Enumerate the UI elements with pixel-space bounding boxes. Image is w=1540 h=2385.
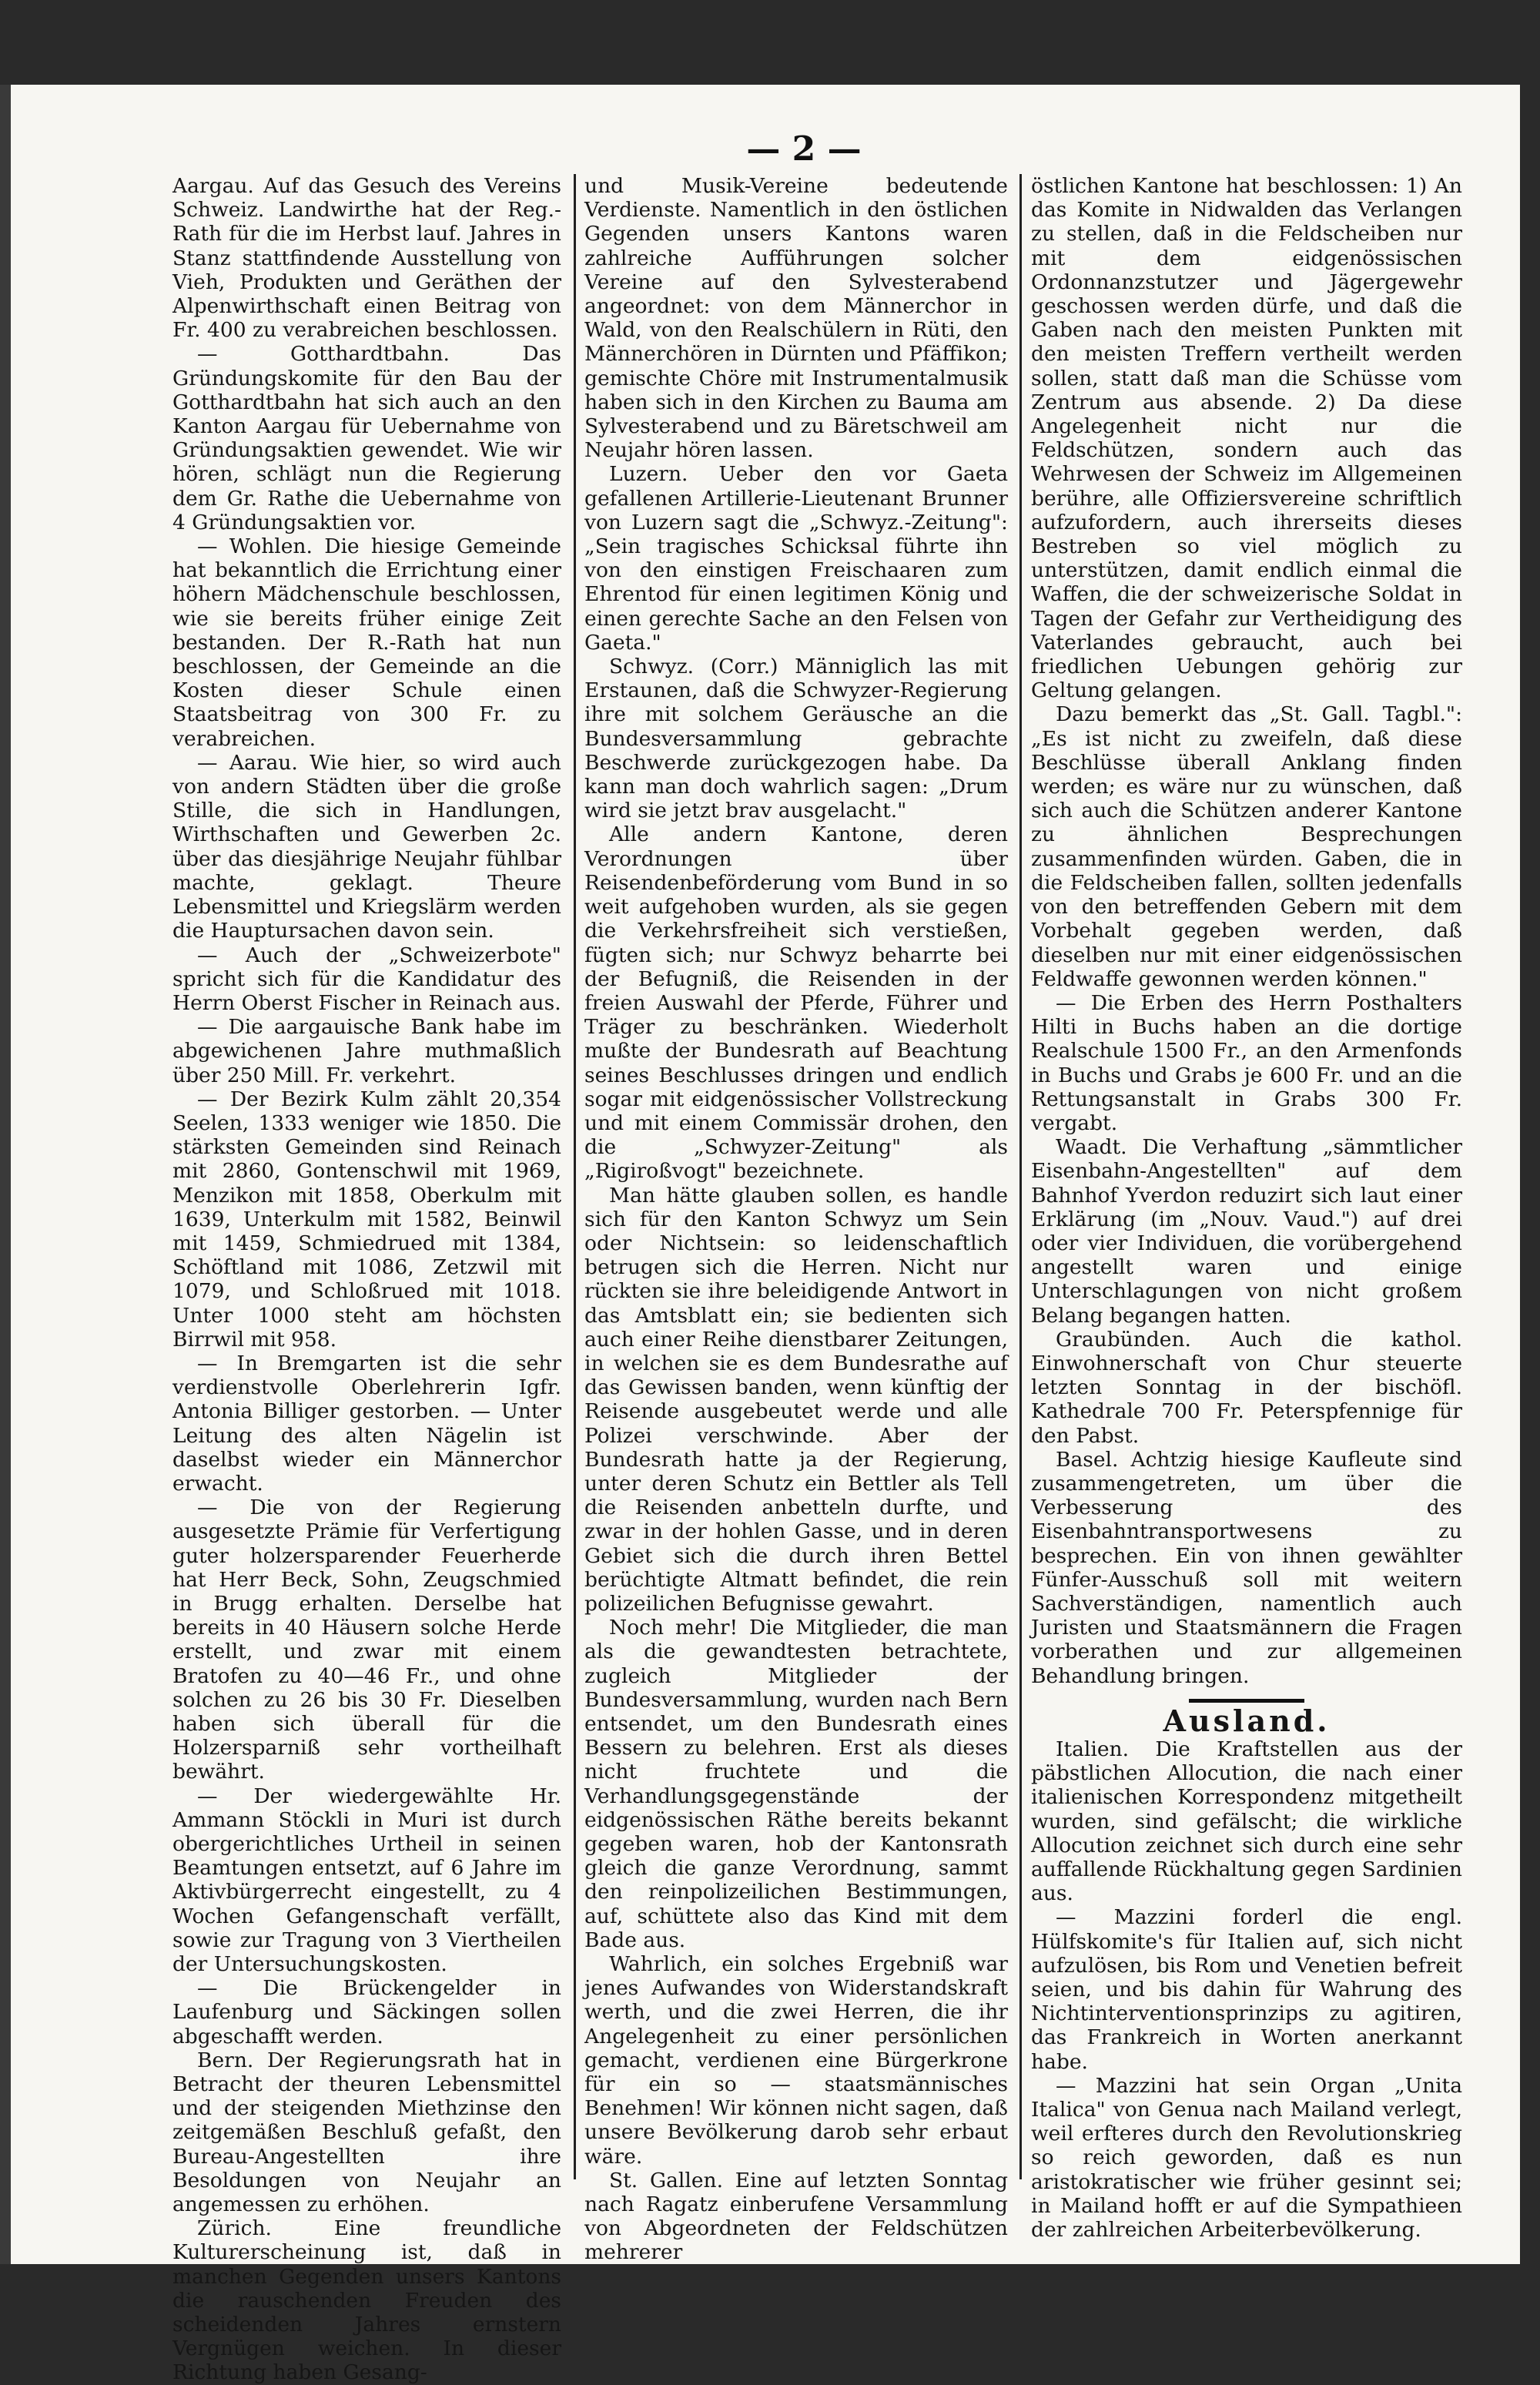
article-paragraph: — Die aargauische Bank habe im abgewichenen Jahre muthmaßlich über 250 Mill. Fr. verkehrt. (172, 1015, 561, 1087)
article-paragraph: — Gotthardtbahn. Das Gründungskomite für den Bau der Gotthardtbahn hat sich auch an den Kanton Aargau für Uebernahme von Gründungsaktien gewendet. Wie wir hören, schlägt nun die Regierung dem Gr. Rathe die Uebernahme von 4 Gründungsaktien vor. (172, 342, 561, 534)
article-paragraph: — Aarau. Wie hier, so wird auch von andern Städten über die große Stille, die sich in Handlungen, Wirthschaften und Gewerben 2c. über das diesjährige Neujahr fühlbar machte, geklagt. Theure Lebensmittel und Kriegslärm werden die Hauptursachen davon sein. (172, 750, 561, 943)
column-1 (172, 174, 561, 2385)
article-paragraph: östlichen Kantone hat beschlossen: 1) An das Komite in Nidwalden das Verlangen zu stellen, daß in die Feldscheiben nur mit dem eidgenössischen Ordonnanzstutzer und Jägergewehr geschossen werden dürfe, und daß die Gaben nach den meisten Punkten mit den meisten Treffern vertheilt werden sollen, statt daß man die Schüsse vom Zentrum aus absende. 2) Da diese Angelegenheit nicht nur die Feldschützen, sondern auch das Wehrwesen der Schweiz im Allgemeinen berühre, alle Offiziersvereine schriftlich aufzufordern, auch ihrerseits dieses Bestreben so viel möglich zu unterstützen, damit endlich einmal die Waffen, die der schweizerische Soldat in Tagen der Gefahr zur Vertheidigung des Vaterlandes gebraucht, auch bei friedlichen Uebungen gehörig zur Geltung gelangen. (1031, 174, 1462, 703)
article-paragraph: Bern. Der Regierungsrath hat in Betracht der theuren Lebensmittel und der steigenden Miethzinse den zeitgemäßen Beschluß gefaßt, den Bureau-Angestellten ihre Besoldungen von Neujahr an angemessen zu erhöhen. (172, 2048, 561, 2217)
article-paragraph: — Die von der Regierung ausgesetzte Prämie für Verfertigung guter holzersparender Feuerherde hat Herr Beck, Sohn, Zeugschmied in Brugg erhalten. Derselbe hat bereits in 40 Häusern solche Herde erstellt, und zwar mit einem Bratofen zu 40—46 Fr., und ohne solchen zu 26 bis 30 Fr. Dieselben haben sich überall für die Holzersparniß sehr vortheilhaft bewährt. (172, 1496, 561, 1784)
article-paragraph: Italien. Die Kraftstellen aus der päbstlichen Allocution, die nach einer italienischen Korrespondenz mitgetheilt wurden, sind gefälscht; die wirkliche Allocution zeichnet sich durch eine sehr auffallende Rückhaltung gegen Sardinien aus. (1031, 1737, 1462, 1906)
article-paragraph: — Die Brückengelder in Laufenburg und Säckingen sollen abgeschafft werden. (172, 1976, 561, 2048)
column-2 (584, 174, 1008, 2265)
article-paragraph: Noch mehr! Die Mitglieder, die man als die gewandtesten betrachtete, zugleich Mitglieder der Bundesversammlung, wurden nach Bern entsendet, um den Bundesrath eines Bessern zu belehren. Erst als dieses nicht fruchtete und die Verhandlungsgegenstände der eidgenössischen Räthe bereits bekannt gegeben waren, hob der Kantonsrath gleich die ganze Verordnung, sammt den reinpolizeilichen Bestimmungen, auf, schüttete also das Kind mit dem Bade aus. (584, 1616, 1008, 1952)
article-paragraph: und Musik-Vereine bedeutende Verdienste. Namentlich in den östlichen Gegenden unsers Kantons waren zahlreiche Aufführungen solcher Vereine auf den Sylvesterabend angeordnet: von dem Männerchor in Wald, von den Realschülern in Rüti, den Männerchören in Dürnten und Pfäffikon; gemischte Chöre mit Instrumentalmusik haben sich in den Kirchen zu Bauma am Sylvesterabend und zu Bäretschweil am Neujahr hören lassen. (584, 174, 1008, 463)
article-paragraph: — Wohlen. Die hiesige Gemeinde hat bekanntlich die Errichtung einer höhern Mädchenschule beschlossen, wie sie bereits früher einige Zeit bestanden. Der R.-Rath hat nun beschlossen, der Gemeinde an die Kosten dieser Schule einen Staatsbeitrag von 300 Fr. zu verabreichen. (172, 534, 561, 751)
column-rule (1019, 174, 1022, 2179)
article-paragraph: — In Bremgarten ist die sehr verdienstvolle Oberlehrerin Igfr. Antonia Billiger gestorben. — Unter Leitung des alten Nägelin ist daselbst wieder ein Männerchor erwacht. (172, 1351, 561, 1496)
article-paragraph: Aargau. Auf das Gesuch des Vereins Schweiz. Landwirthe hat der Reg.-Rath für die im Herbst lauf. Jahres in Stanz stattfindende Ausstellung von Vieh, Produkten und Geräthen der Alpenwirthschaft einen Beitrag von Fr. 400 zu verabreichen beschlossen. (172, 174, 561, 343)
section-heading: Ausland. (1163, 1703, 1331, 1738)
article-paragraph: — Mazzini forderl die engl. Hülfskomite's für Italien auf, sich nicht aufzulösen, bis Rom und Venetien befreit seien, und bis dahin für Wahrung des Nichtinterventionsprinzips zu agitiren, das Frankreich in Worten anerkannt habe. (1031, 1905, 1462, 2074)
article-paragraph: Dazu bemerkt das „St. Gall. Tagbl.": „Es ist nicht zu zweifeln, daß diese Beschlüsse überall Anklang finden werden; es wäre nur zu wünschen, daß sich auch die Schützen anderer Kantone zu ähnlichen Besprechungen zusammenfinden würden. Gaben, die in die Feldscheiben fallen, sollten jedenfalls von den betreffenden Gebern mit dem Vorbehalt gegeben werden, daß dieselben nur mit einer eidgenössischen Feldwaffe gewonnen werden können." (1031, 702, 1462, 991)
column-3 (1031, 174, 1462, 2249)
article-paragraph: — Mazzini hat sein Organ „Unita Italica" von Genua nach Mailand verlegt, weil erfteres durch den Revolutionskrieg so reich geworden, daß es nun aristokratischer wie früher gesinnt sei; in Mailand hofft er auf die Sympathieen der zahlreichen Arbeiterbevölkerung. (1031, 2073, 1462, 2243)
article-paragraph: — Die Erben des Herrn Posthalters Hilti in Buchs haben an die dortige Realschule 1500 Fr., an den Armenfonds in Buchs und Grabs je 600 Fr. und an die Rettungsanstalt in Grabs 300 Fr. vergabt. (1031, 990, 1462, 1135)
section-divider (1189, 1699, 1304, 1703)
newspaper-page (11, 85, 1520, 2385)
scan-edge (0, 85, 11, 2264)
article-paragraph: Alle andern Kantone, deren Verordnungen über Reisendenbeförderung vom Bund in so weit aufgehoben wurden, als sie gegen die Verkehrsfreiheit sich verstießen, fügten sich; nur Schwyz beharrte bei der Befugniß, die Reisenden in der freien Auswahl der Pferde, Führer und Träger zu beschränken. Wiederholt mußte der Bundesrath auf Beachtung seines Beschlusses dringen und endlich sogar mit eidgenössischer Vollstreckung und mit einem Commissär drohen, den die „Schwyzer-Zeitung" als „Rigiroßvogt" bezeichnete. (584, 822, 1008, 1184)
article-paragraph: Schwyz. (Corr.) Männiglich las mit Erstaunen, daß die Schwyzer-Regierung ihre mit solchem Geräusche an die Bundesversammlung gebrachte Beschwerde zurückgezogen habe. Da kann man doch wahrlich sagen: „Drum wird sie jetzt brav ausgelacht." (584, 655, 1008, 823)
article-paragraph: Luzern. Ueber den vor Gaeta gefallenen Artillerie-Lieutenant Brunner von Luzern sagt die „Schwyz.-Zeitung": „Sein tragisches Schicksal führte ihn von den einstigen Freischaaren zum Ehrentod für einen legitimen König und einen gerechte Sache an den Felsen von Gaeta." (584, 462, 1008, 655)
article-paragraph: Graubünden. Auch die kathol. Einwohnerschaft von Chur steuerte letzten Sonntag in der bischöfl. Kathedrale 700 Fr. Peterspfennige für den Pabst. (1031, 1327, 1462, 1448)
page-number: — 2 — (746, 129, 862, 169)
article-paragraph: St. Gallen. Eine auf letzten Sonntag nach Ragatz einberufene Versammlung von Abgeordneten der Feldschützen mehrerer (584, 2168, 1008, 2265)
column-rule (574, 174, 576, 2179)
article-paragraph: — Auch der „Schweizerbote" spricht sich für die Kandidatur des Herrn Oberst Fischer in Reinach aus. (172, 943, 561, 1015)
article-paragraph: Basel. Achtzig hiesige Kaufleute sind zusammengetreten, um über die Verbesserung des Eisenbahntransportwesens zu besprechen. Ein von ihnen gewählter Fünfer-Ausschuß soll mit weitern Sachverständigen, namentlich auch Juristen und Staatsmännern die Fragen vorberathen und zur allgemeinen Behandlung bringen. (1031, 1447, 1462, 1688)
article-paragraph: Waadt. Die Verhaftung „sämmtlicher Eisenbahn-Angestellten" auf dem Bahnhof Yverdon reduzirt sich laut einer Erklärung (im „Nouv. Vaud.") auf drei oder vier Individuen, die vorübergehend angestellt waren und einige Unterschlagungen von nicht großem Belang begangen hatten. (1031, 1135, 1462, 1328)
article-paragraph: Wahrlich, ein solches Ergebniß war jenes Aufwandes von Widerstandskraft werth, und die zwei Herren, die ihr Angelegenheit zu einer persönlichen gemacht, verdienen eine Bürgerkrone für ein so — staatsmännisches Benehmen! Wir können nicht sagen, daß unsere Bevölkerung darob sehr erbaut wäre. (584, 1952, 1008, 2169)
article-paragraph: Man hätte glauben sollen, es handle sich für den Kanton Schwyz um Sein oder Nichtsein: so leidenschaftlich betrugen sich die Herren. Nicht nur rückten sie ihre beleidigende Antwort in das Amtsblatt ein; sie bedienten sich auch einer Reihe dienstbarer Zeitungen, in welchen sie es dem Bundesrathe auf das Gewissen banden, wenn künftig der Reisende ausgebeutet werde und alle Polizei verschwinde. Aber der Bundesrath hatte ja der Regierung, unter deren Schutz ein Bettler als Tell die Reisenden anbetteln durfte, und zwar in der hohlen Gasse, und in deren Gebiet sich die durch ihren Bettel berüchtigte Altmatt befindet, die rein polizeilichen Befugnisse gewahrt. (584, 1183, 1008, 1616)
article-paragraph: Zürich. Eine freundliche Kulturerscheinung ist, daß in manchen Gegenden unsers Kantons die rauschenden Freuden des scheidenden Jahres ernstern Vergnügen weichen. In dieser Richtung haben Gesang- (172, 2216, 561, 2385)
article-paragraph: — Der wiedergewählte Hr. Ammann Stöckli in Muri ist durch obergerichtliches Urtheil in seinen Beamtungen entsetzt, auf 6 Jahre im Aktivbürgerrecht eingestellt, zu 4 Wochen Gefangenschaft verfällt, sowie zur Tragung von 3 Viertheilen der Untersuchungskosten. (172, 1784, 561, 1977)
article-paragraph: — Der Bezirk Kulm zählt 20,354 Seelen, 1333 weniger wie 1850. Die stärksten Gemeinden sind Reinach mit 2860, Gontenschwil mit 1969, Menzikon mit 1858, Oberkulm mit 1639, Unterkulm mit 1582, Beinwil mit 1459, Schmiedrued mit 1384, Schöftland mit 1086, Zetzwil mit 1079, und Schloßrued mit 1018. Unter 1000 steht am höchsten Birrwil mit 958. (172, 1087, 561, 1352)
